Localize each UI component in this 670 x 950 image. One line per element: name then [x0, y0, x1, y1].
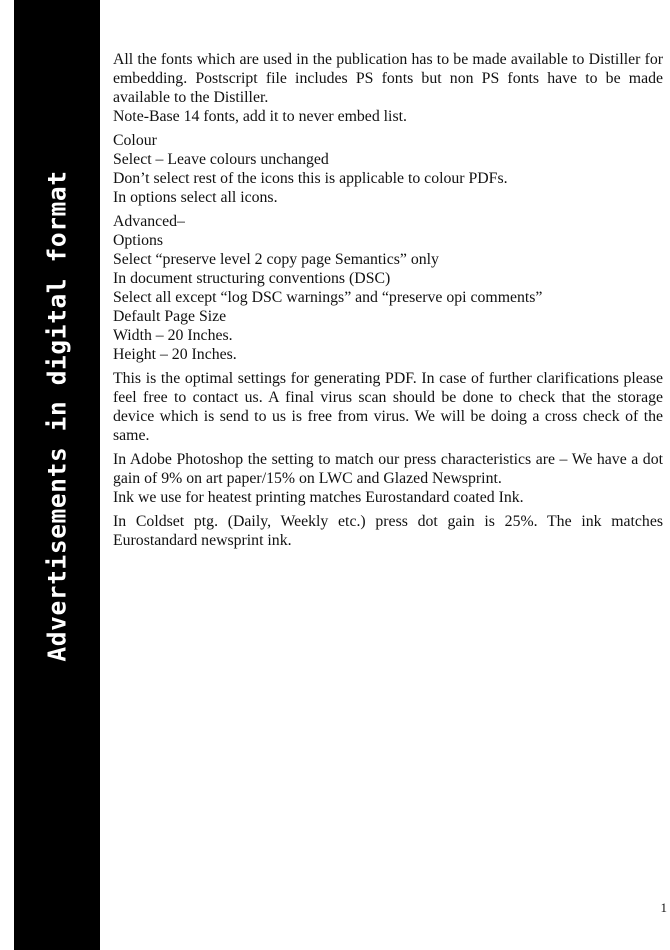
optimal-settings-paragraph: This is the optimal settings for generating PDF. In case of further clarifications please feel free to contact us. A final virus scan should be done to check that the storage device which is send to us is free from virus. We will be doing a cross check of the same.: [113, 370, 663, 444]
advanced-line: Options: [113, 232, 164, 249]
advanced-line: Select all except “log DSC warnings” and “preserve opi comments”: [113, 289, 543, 306]
advanced-line: Height – 20 Inches.: [113, 346, 237, 363]
page-number: 1: [660, 900, 667, 915]
advanced-heading: Advanced–: [113, 213, 185, 230]
colour-line: Don’t select rest of the icons this is applicable to colour PDFs.: [113, 170, 508, 187]
body-text: [113, 50, 663, 555]
advanced-line: Select “preserve level 2 copy page Semantics” only: [113, 251, 439, 268]
photoshop-ink: Ink we use for heatest printing matches Eurostandard coated Ink.: [113, 489, 524, 506]
advanced-section: [113, 212, 663, 364]
advanced-line: Width – 20 Inches.: [113, 327, 233, 344]
sidebar-band: [14, 0, 100, 950]
fonts-note: Note-Base 14 fonts, add it to never embed list.: [113, 108, 407, 125]
advanced-line: In document structuring conventions (DSC): [113, 270, 391, 287]
photoshop-paragraph: [113, 450, 663, 507]
colour-line: In options select all icons.: [113, 189, 278, 206]
colour-line: Select – Leave colours unchanged: [113, 151, 329, 168]
fonts-text: All the fonts which are used in the publication has to be made available to Distiller for embedding. Postscript file includes PS fonts but non PS fonts have to be made available to the Distiller.: [113, 51, 663, 106]
advanced-line: Default Page Size: [113, 308, 227, 325]
coldset-paragraph: In Coldset ptg. (Daily, Weekly etc.) press dot gain is 25%. The ink matches Eurostandard newsprint ink.: [113, 513, 663, 549]
colour-section: [113, 131, 663, 207]
photoshop-text: In Adobe Photoshop the setting to match our press characteristics are – We have a dot gain of 9% on art paper/15% on LWC and Glazed Newsprint.: [113, 451, 663, 487]
fonts-paragraph: [113, 50, 663, 126]
sidebar-title: Advertisements in digital format: [42, 170, 72, 662]
colour-heading: Colour: [113, 132, 157, 149]
